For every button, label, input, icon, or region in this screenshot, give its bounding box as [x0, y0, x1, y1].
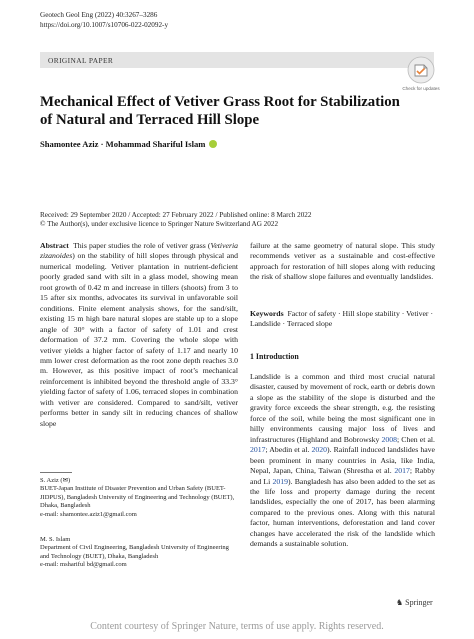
check-for-updates-label[interactable]: Check for updates [402, 86, 440, 91]
species-name: Vetiveria zizanoides [40, 241, 238, 261]
intro-text: ; Chen et al. [397, 434, 435, 444]
author-1[interactable]: Shamontee Aziz [40, 139, 99, 149]
citation-link[interactable]: 2019 [272, 476, 288, 486]
affiliation-2-org: Department of Civil Engineering, Bangladesh University of Engineering and Technology (BUET), Dhaka, Bangladesh [40, 544, 229, 560]
springer-horse-icon: ♞ [396, 598, 404, 607]
section-heading-introduction: 1 Introduction [250, 352, 299, 361]
intro-text: ). Bangladesh has also been added to the set as the life loss and property damage during the recent landslides, especially the one of 2017, has been alarming compared to the previous ones. Along with this natural factor, human interventions, deforestation and land cover changes have accelerated the risk of the landslide which demands a sustainable solution. [250, 476, 435, 549]
citation-link[interactable]: 2017 [250, 445, 266, 455]
publisher-mark [396, 598, 433, 607]
author-2[interactable]: Mohammad Shariful Islam [105, 139, 206, 149]
affiliation-1 [40, 477, 238, 519]
citation-link[interactable]: 2020 [311, 445, 327, 455]
citation-link[interactable]: 2017 [394, 466, 410, 476]
publisher-name: Springer [405, 598, 433, 607]
introduction-body [250, 372, 435, 550]
citation-link[interactable]: 2008 [381, 434, 398, 444]
intro-text: Landslide is a common and third most crucial natural disaster, caused by movement of rock, earth or debris down a slope as the stability of the slope is disturbed and the gravity force exceeds the shear strength, e.g. the resisting force of the soil, while being the most significant one in hilly environments causing major loss of lives and infrastructures (Highland and Bobrowsky [250, 372, 435, 444]
intro-text: ). Rainfall induced landslides have been prominent in many countries in Asia, like India, Nepal, Japan, China, Taiwan (Shrestha et al. [250, 445, 435, 476]
article-title: Mechanical Effect of Vetiver Grass Root for Stabilization of Natural and Terraced Hill Slope [40, 94, 400, 128]
affiliation-2-email[interactable]: e-mail: mshariful bd@gmail.com [40, 561, 127, 569]
keywords-label: Keywords [250, 309, 284, 318]
journal-info [40, 11, 168, 30]
author-list [40, 139, 217, 149]
journal-citation: Geotech Geol Eng (2022) 40:3267–3286 [40, 11, 158, 19]
affiliation-2-name: M. S. Islam [40, 536, 71, 543]
received-accepted-published: Received: 29 September 2020 / Accepted: 27 February 2022 / Published online: 8 March 2022 [40, 211, 312, 219]
courtesy-watermark: Content courtesy of Springer Nature, terms of use apply. Rights reserved. [90, 621, 384, 632]
keywords [250, 309, 435, 330]
section-banner [40, 52, 434, 68]
abstract-text-3: failure at the same geometry of natural slope. This study recommends vetiver as a sustainable and cost-effective approach for restoration of hill slopes along with reducing the risk of shallow slope failures and eventually landslides. [250, 241, 435, 282]
intro-text: ; Abedin et al. [265, 445, 312, 455]
footnote-divider [40, 472, 72, 473]
doi-link[interactable]: https://doi.org/10.1007/s10706-022-02092-y [40, 20, 169, 29]
article-history [40, 211, 440, 229]
affiliation-2 [40, 536, 238, 570]
affiliation-1-name: S. Aziz (✉) [40, 477, 71, 484]
affiliation-1-org: BUET-Japan Institute of Disaster Prevention and Urban Safety (BUET-JIDPUS), Bangladesh University of Engineering and Technology (BUET), Dhaka, Bangladesh [40, 485, 235, 510]
author-separator: · [98, 139, 106, 149]
keywords-text: Factor of safety · Hill slope stability · Vetiver · Landslide · Terraced slope [250, 309, 434, 329]
abstract-body [40, 241, 238, 429]
abstract-text-1: This paper studies the role of vetiver grass ( [73, 241, 211, 250]
copyright-notice: © The Author(s), under exclusive licence to Springer Nature Switzerland AG 2022 [40, 220, 279, 228]
orcid-icon[interactable] [209, 140, 217, 148]
section-label: ORIGINAL PAPER [48, 56, 114, 65]
abstract-label: Abstract [40, 241, 69, 250]
intro-text: ; Rabby and Li [250, 466, 435, 486]
check-for-updates-icon[interactable] [407, 56, 435, 84]
abstract-continuation [250, 241, 435, 283]
affiliation-1-email[interactable]: e-mail: shamontee.aziz1@gmail.com [40, 510, 137, 518]
abstract-text-2: ) on the stability of hill slopes through physical and numerical modeling. Vetiver plantation in nutrient-deficient poorly graded sand with silt in a glass model, showing mean root growth of 0.42 m and increase in tillers (shoots) from 3 to 15 after six months, advocates its survival in unfavorable soil conditions. Finite element analysis shows, for the sand/silt, existing 15 m high bare natural slopes are stable up to a slope angle of 30° with a factor of safety of 1.01 and crest deformation of 37.2 mm. Covering the whole slope with vetiver yields a higher factor of safety of 1.17 and nearly 10 mm lower crest deformation as the root zone depth reaches 3.0 m. However, as this positive impact of root’s mechanical reinforcement is inhibited beyond the threshold angle of 33.3° yielding factor of safety of 1.06, terraced slopes in combination with vetiver are considered. Compared to sand/silt, vetiver performs better in sandy silt in reducing chances of shallow slope [40, 251, 238, 428]
